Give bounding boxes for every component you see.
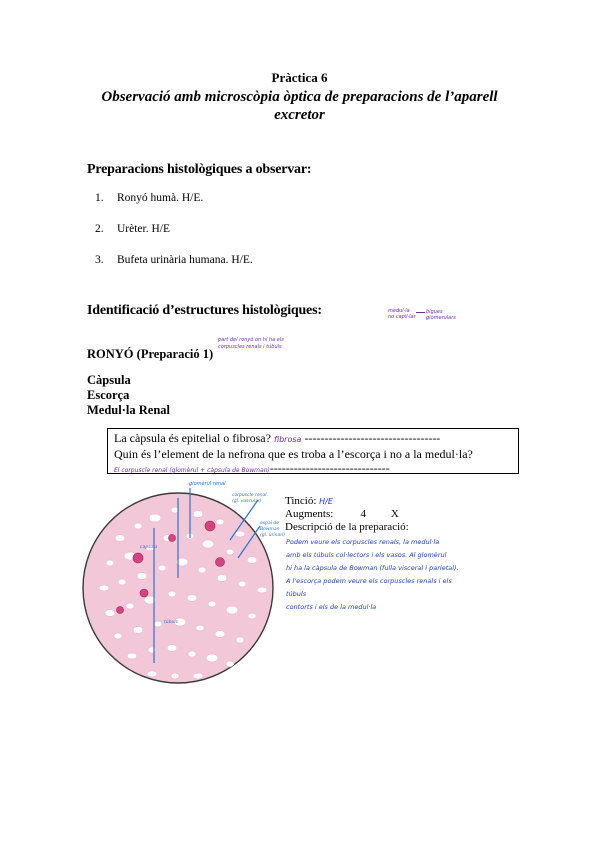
practice-title: Pràctica 6 — [271, 70, 328, 85]
microscope-drawing — [80, 478, 285, 698]
subtitle-line-2: excretor — [274, 107, 325, 123]
label-top: glomèrul renal — [189, 481, 226, 487]
magnification-row — [285, 508, 399, 520]
preparations-heading: Preparacions histològiques a observar: — [87, 162, 312, 177]
label-right-1: corpuscle renal (gl. vascular) — [232, 493, 267, 504]
practice-subtitle — [0, 88, 599, 124]
magnification-x: X — [390, 508, 399, 520]
subtitle-line-1: Observació amb microscòpia òptica de preparacions de l’aparell — [101, 89, 498, 105]
question-1-answer[interactable]: fibrosa — [273, 435, 302, 444]
structure-capsule: Càpsula — [87, 373, 131, 387]
stain-row — [285, 495, 333, 507]
stain-value[interactable]: H/E — [319, 497, 333, 506]
structure-cortex: Escorça — [87, 388, 130, 402]
stain-label: Tinció: — [285, 495, 317, 507]
structure-medulla: Medul·la Renal — [87, 403, 170, 417]
question-2-answer[interactable]: El corpuscle renal (glomèrul + càpsula de Bowman) — [114, 467, 270, 474]
list-item: 1. Ronyó humà. H/E. — [95, 192, 204, 204]
list-item: 3. Bufeta urinària humana. H/E. — [95, 254, 253, 266]
list-item: 2. Urèter. H/E — [95, 223, 171, 235]
label-bottom: túbuls — [164, 620, 178, 625]
description-text[interactable]: Podem veure els corpuscles renals, la medul·la amb els túbuls col·lectors i els vasos. Al glomèrul hi ha la càpsula de Bowman (fulla visceral i parietal). A l'escorça podem veure els corpuscles renals i els túbuls contorts i els de la medul·la — [286, 538, 459, 611]
handwritten-note-right-2: bigues glomerulars — [426, 309, 456, 321]
description-label: Descripció de la preparació: — [285, 521, 409, 533]
kidney-heading: RONYÓ (Preparació 1) — [87, 347, 214, 361]
question-1: La càpsula és epitelial o fibrosa? fibrosa ---------------------------------- — [114, 431, 441, 445]
label-left: capsula — [140, 545, 158, 550]
structures-list — [87, 373, 170, 418]
handwritten-note-right: medul·la no capil·lar — [388, 308, 416, 320]
question-2: Quin és l’element de la nefrona que es troba a l’escorça i no a la medul·la? — [114, 447, 473, 461]
identification-heading: Identificació d’estructures histològiques: — [87, 303, 322, 318]
note-arrow — [416, 312, 425, 313]
magnification-value[interactable]: 4 — [360, 508, 367, 520]
question-2-answer-row: El corpuscle renal (glomèrul + càpsula de Bowman)------------------------------ — [114, 461, 390, 475]
kidney-handwritten-note: part del ronyó on hi ha els corpuscles renals i túbuls — [218, 337, 284, 350]
preparations-list — [95, 191, 253, 284]
label-right-2: espai de Bowman (gl. urinari) — [260, 521, 286, 538]
magnification-label: Augments: — [285, 508, 334, 520]
questions-box — [107, 428, 519, 474]
